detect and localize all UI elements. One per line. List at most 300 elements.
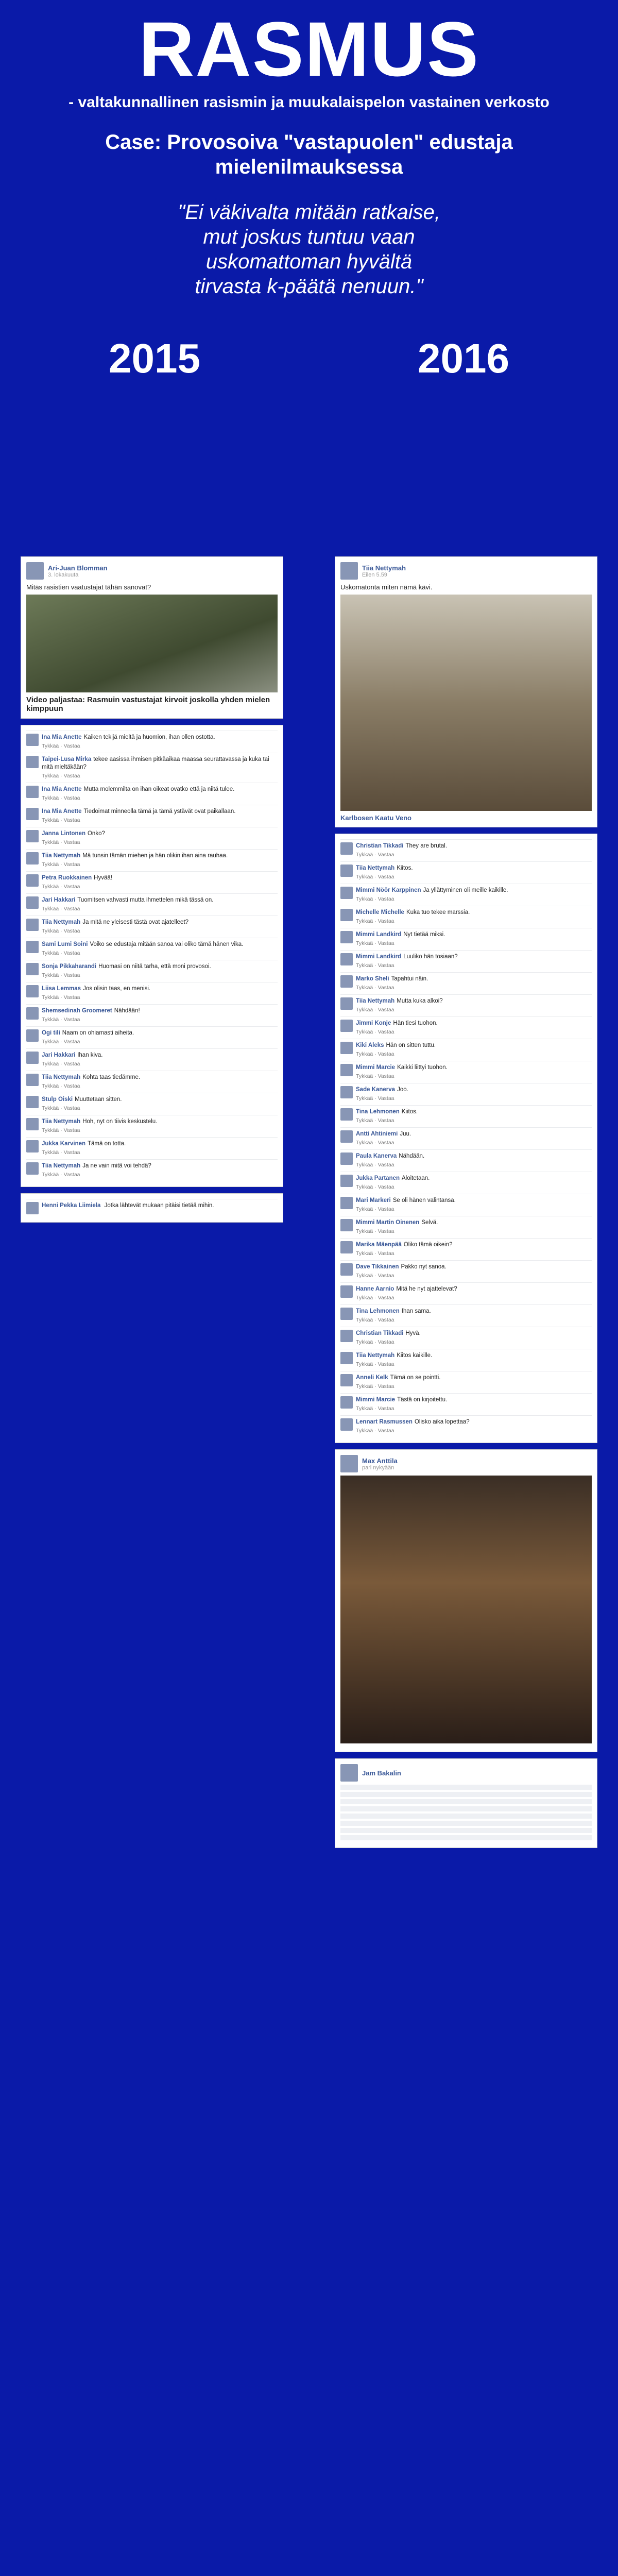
comment-text: Jos olisin taas, en menisi. <box>83 986 151 992</box>
reply-link[interactable]: Vastaa <box>377 1073 394 1079</box>
comment-actions: Tykkää · Vastaa <box>42 773 80 779</box>
comment-author[interactable]: Sonja Pikkaharandi <box>42 963 97 970</box>
reply-link[interactable]: Vastaa <box>63 1016 80 1023</box>
reply-link[interactable]: Vastaa <box>63 1039 80 1045</box>
comment-actions: Tykkää · Vastaa <box>356 1007 394 1013</box>
comment-text: Kiitos. <box>397 865 413 871</box>
comment-author[interactable]: Jukka Karvinen <box>42 1141 86 1147</box>
reply-link[interactable]: Vastaa <box>63 861 80 868</box>
comment-text: Kuka tuo tekee marssia. <box>406 909 470 916</box>
avatar[interactable] <box>340 1020 353 1032</box>
post-time[interactable]: pari nykyään <box>362 1464 394 1471</box>
reply-link[interactable]: Vastaa <box>63 1061 80 1067</box>
avatar[interactable] <box>26 919 39 931</box>
like-link[interactable]: Tykkää <box>42 1083 59 1089</box>
comment-actions: Tykkää · Vastaa <box>356 1029 394 1035</box>
comment-author[interactable]: Tiia Nettymah <box>356 1352 395 1359</box>
avatar[interactable] <box>26 756 39 768</box>
avatar[interactable] <box>26 808 39 820</box>
reply-link[interactable]: Vastaa <box>377 852 394 858</box>
list-item <box>340 994 592 1016</box>
avatar[interactable] <box>340 1308 353 1320</box>
list-item <box>26 938 278 960</box>
like-link[interactable]: Tykkää <box>356 1383 373 1389</box>
post-text: Uskomatonta miten nämä kävi. <box>340 583 433 591</box>
like-link[interactable]: Tykkää <box>356 1206 373 1212</box>
like-link[interactable]: Tykkää <box>42 1016 59 1023</box>
avatar[interactable] <box>340 1455 358 1472</box>
comment-author[interactable]: Tiia Nettymah <box>42 1163 81 1169</box>
like-link[interactable]: Tykkää <box>356 1051 373 1057</box>
avatar[interactable] <box>340 865 353 877</box>
like-link[interactable]: Tykkää <box>356 1117 373 1124</box>
comment-author[interactable]: Kiki Aleks <box>356 1042 384 1048</box>
comment-text: tekee aasissa ihmisen pitkäaikaa maassa seurattavassa ja kuka tai mitä mieltäkään? <box>42 756 269 770</box>
comment-text: Se oli hänen valintansa. <box>392 1197 456 1204</box>
avatar[interactable] <box>26 1074 39 1086</box>
year-left: 2015 <box>109 335 200 381</box>
list-item <box>340 1172 592 1194</box>
comment-actions: Tykkää · Vastaa <box>356 874 394 880</box>
like-link[interactable]: Tykkää <box>356 1029 373 1035</box>
like-link[interactable]: Tykkää <box>42 1039 59 1045</box>
avatar[interactable] <box>26 1052 39 1064</box>
comment-text: Kohta taas tiedämme. <box>82 1074 141 1080</box>
like-link[interactable]: Tykkää <box>42 1061 59 1067</box>
post-author[interactable]: Tiia Nettymah <box>362 564 406 572</box>
like-link[interactable]: Tykkää <box>42 950 59 956</box>
comment-author[interactable]: Jari Hakkari <box>42 1052 76 1058</box>
comment-actions: Tykkää · Vastaa <box>356 940 394 946</box>
reply-link[interactable]: Vastaa <box>63 817 80 823</box>
comment-author[interactable]: Tina Lehmonen <box>356 1308 400 1314</box>
list-item <box>340 1216 592 1238</box>
comment-author[interactable]: Tiia Nettymah <box>356 998 395 1004</box>
avatar[interactable] <box>340 931 353 943</box>
comment-author[interactable]: Ina Mia Anette <box>42 808 82 815</box>
like-link[interactable]: Tykkää <box>356 1073 373 1079</box>
comment-author[interactable]: Janna Lintonen <box>42 831 85 837</box>
comment-author[interactable]: Sade Kanerva <box>356 1087 396 1093</box>
like-link[interactable]: Tykkää <box>42 1127 59 1133</box>
reply-link[interactable]: Vastaa <box>377 1339 394 1345</box>
avatar[interactable] <box>26 1202 39 1214</box>
left-tail-comment <box>21 1193 283 1223</box>
list-item <box>340 1304 592 1327</box>
avatar[interactable] <box>340 842 353 855</box>
reply-link[interactable]: Vastaa <box>377 1184 394 1190</box>
comment-text: Ja mitä ne yleisesti tästä ovat ajatelleet? <box>82 919 189 925</box>
comment-author[interactable]: Marko Sheli <box>356 976 389 982</box>
comment-text: Mä tunsin tämän miehen ja hän olikin ihan aina rauhaa. <box>82 853 228 859</box>
right-quote-post <box>335 1758 597 1848</box>
reply-link[interactable]: Vastaa <box>377 1228 394 1234</box>
avatar[interactable] <box>340 1064 353 1076</box>
comment-author[interactable]: Christian Tikkadi <box>356 1330 404 1336</box>
comment-author[interactable]: Paula Kanerva <box>356 1153 397 1159</box>
like-link[interactable]: Tykkää <box>356 1184 373 1190</box>
avatar[interactable] <box>26 1162 39 1175</box>
reply-link[interactable]: Vastaa <box>63 1172 80 1178</box>
like-link[interactable]: Tykkää <box>42 1149 59 1156</box>
comment-author[interactable]: Petra Ruokkainen <box>42 875 92 881</box>
list-item <box>340 1260 592 1282</box>
avatar[interactable] <box>340 1396 353 1409</box>
comment-actions: Tykkää · Vastaa <box>356 1117 394 1124</box>
avatar[interactable] <box>340 1764 358 1782</box>
years-row <box>0 335 618 382</box>
reply-link[interactable]: Vastaa <box>377 1095 394 1101</box>
comment-actions: Tykkää · Vastaa <box>356 1317 394 1323</box>
reply-link[interactable]: Vastaa <box>63 743 80 749</box>
list-item <box>340 1039 592 1061</box>
reply-link[interactable]: Vastaa <box>377 896 394 902</box>
photo[interactable] <box>340 1476 592 1743</box>
like-link[interactable]: Tykkää <box>42 861 59 868</box>
comment-actions: Tykkää · Vastaa <box>42 884 80 890</box>
case-heading <box>0 130 618 179</box>
comment-actions: Tykkää · Vastaa <box>42 861 80 868</box>
like-link[interactable]: Tykkää <box>42 906 59 912</box>
comment-author[interactable]: Ina Mia Anette <box>42 786 82 792</box>
comment-author[interactable]: Henni Pekka Liimiela <box>42 1202 101 1209</box>
post-time[interactable]: Eilen 5.59 <box>362 571 387 578</box>
avatar[interactable] <box>26 786 39 798</box>
comment-author[interactable]: Anneli Kelk <box>356 1375 388 1381</box>
comment-text: Ihan kiva. <box>77 1052 103 1058</box>
avatar[interactable] <box>26 874 39 887</box>
avatar[interactable] <box>26 1007 39 1020</box>
comment-author[interactable]: Liisa Lemmas <box>42 986 81 992</box>
case-line: Case: Provosoiva "vastapuolen" edustaja <box>105 131 513 154</box>
comment-author[interactable]: Mimmi Landkird <box>356 931 402 938</box>
reply-link[interactable]: Vastaa <box>377 1117 394 1124</box>
like-link[interactable]: Tykkää <box>356 1273 373 1279</box>
reply-link[interactable]: Vastaa <box>63 884 80 890</box>
reply-link[interactable]: Vastaa <box>377 1007 394 1013</box>
link-title[interactable]: Video paljastaa: Rasmuin vastustajat kirvoit joskolla yhden mielen kimppuun <box>26 696 270 713</box>
avatar[interactable] <box>340 1197 353 1209</box>
like-link[interactable]: Tykkää <box>42 994 59 1001</box>
like-link[interactable]: Tykkää <box>356 1162 373 1168</box>
text-block <box>340 1792 592 1797</box>
reply-link[interactable]: Vastaa <box>377 1317 394 1323</box>
comment-author[interactable]: Hanne Aarnio <box>356 1286 394 1292</box>
avatar[interactable] <box>340 1175 353 1187</box>
like-link[interactable]: Tykkää <box>356 852 373 858</box>
left-column <box>21 556 283 1854</box>
like-link[interactable]: Tykkää <box>42 773 59 779</box>
list-item <box>26 1048 278 1071</box>
comment-text: Onko? <box>87 831 105 837</box>
avatar[interactable] <box>26 1118 39 1130</box>
avatar[interactable] <box>340 1086 353 1098</box>
avatar[interactable] <box>26 963 39 975</box>
reply-link[interactable]: Vastaa <box>377 1140 394 1146</box>
avatar[interactable] <box>340 1241 353 1253</box>
list-item <box>26 893 278 916</box>
comment-author[interactable]: Mimmi Martin Oinenen <box>356 1219 420 1226</box>
comment-actions: Tykkää · Vastaa <box>356 918 394 924</box>
like-link[interactable]: Tykkää <box>356 962 373 969</box>
avatar[interactable] <box>340 997 353 1010</box>
like-link[interactable]: Tykkää <box>356 985 373 991</box>
avatar[interactable] <box>340 1219 353 1231</box>
avatar[interactable] <box>26 1140 39 1153</box>
like-link[interactable]: Tykkää <box>356 918 373 924</box>
comment-actions: Tykkää · Vastaa <box>42 743 80 749</box>
avatar[interactable] <box>26 896 39 909</box>
list-item <box>340 928 592 950</box>
comment-author[interactable]: Tina Lehmonen <box>356 1109 400 1115</box>
list-item <box>26 783 278 805</box>
reply-link[interactable]: Vastaa <box>63 1105 80 1111</box>
comment-actions: Tykkää · Vastaa <box>356 1051 394 1057</box>
like-link[interactable]: Tykkää <box>356 874 373 880</box>
comment-text: Huomasi on niitä tarha, että moni provosoi. <box>98 963 211 970</box>
reply-link[interactable]: Vastaa <box>377 1295 394 1301</box>
like-link[interactable]: Tykkää <box>356 1339 373 1345</box>
comment-text: Nähdään. <box>399 1153 425 1159</box>
avatar[interactable] <box>26 852 39 865</box>
like-link[interactable]: Tykkää <box>42 884 59 890</box>
avatar[interactable] <box>26 985 39 997</box>
avatar[interactable] <box>340 887 353 899</box>
reply-link[interactable]: Vastaa <box>377 1405 394 1412</box>
comment-author[interactable]: Tiia Nettymah <box>356 865 395 871</box>
comment-text: Tämä on totta. <box>88 1141 126 1147</box>
avatar[interactable] <box>26 1029 39 1042</box>
comment-text: Hän tiesi tuohon. <box>393 1020 438 1026</box>
post-author[interactable]: Jam Bakalin <box>362 1769 401 1777</box>
list-item <box>26 1199 278 1217</box>
like-link[interactable]: Tykkää <box>356 896 373 902</box>
avatar[interactable] <box>26 830 39 842</box>
comment-author[interactable]: Mimmi Nöör Karppinen <box>356 887 421 893</box>
comment-actions: Tykkää · Vastaa <box>356 1206 394 1212</box>
like-link[interactable]: Tykkää <box>42 928 59 934</box>
comment-author[interactable]: Tiia Nettymah <box>42 1118 81 1125</box>
reply-link[interactable]: Vastaa <box>63 1149 80 1156</box>
like-link[interactable]: Tykkää <box>356 1405 373 1412</box>
list-item <box>340 1327 592 1349</box>
quote-line: mut joskus tuntuu vaan <box>203 226 415 248</box>
like-link[interactable]: Tykkää <box>356 1317 373 1323</box>
reply-link[interactable]: Vastaa <box>377 962 394 969</box>
list-item <box>26 1004 278 1026</box>
comment-author[interactable]: Christian Tikkadi <box>356 843 404 849</box>
caption-name[interactable]: Karlbosen Kaatu Veno <box>340 814 411 822</box>
comment-actions: Tykkää · Vastaa <box>356 1361 394 1367</box>
list-item <box>340 1371 592 1393</box>
comment-author[interactable]: Jimmi Konje <box>356 1020 391 1026</box>
like-link[interactable]: Tykkää <box>356 1140 373 1146</box>
avatar[interactable] <box>340 909 353 921</box>
post-author[interactable]: Max Anttila <box>362 1456 398 1465</box>
comment-author[interactable]: Shemsedinah Groomeret <box>42 1008 112 1014</box>
like-link[interactable]: Tykkää <box>356 1250 373 1257</box>
avatar[interactable] <box>340 953 353 965</box>
reply-link[interactable]: Vastaa <box>63 994 80 1001</box>
text-block <box>340 1799 592 1804</box>
comment-author[interactable]: Sami Lumi Soini <box>42 941 88 947</box>
right-post <box>335 556 597 827</box>
comment-text: Tästä on kirjoitettu. <box>397 1397 448 1403</box>
avatar[interactable] <box>26 734 39 746</box>
reply-link[interactable]: Vastaa <box>377 1029 394 1035</box>
reply-link[interactable]: Vastaa <box>63 839 80 845</box>
text-block <box>340 1828 592 1833</box>
comment-author[interactable]: Tiia Nettymah <box>42 853 81 859</box>
list-item <box>340 884 592 906</box>
avatar[interactable] <box>26 562 44 580</box>
comment-text: Voiko se edustaja mitään sanoa vai oliko tämä hänen vika. <box>90 941 244 947</box>
reply-link[interactable]: Vastaa <box>63 950 80 956</box>
like-link[interactable]: Tykkää <box>356 1095 373 1101</box>
comment-text: Kaikki liittyi tuohon. <box>397 1064 448 1071</box>
comment-actions: Tykkää · Vastaa <box>42 906 80 912</box>
like-link[interactable]: Tykkää <box>356 1007 373 1013</box>
avatar[interactable] <box>340 1374 353 1386</box>
avatar[interactable] <box>340 1130 353 1143</box>
comment-text: Olisko aika lopettaa? <box>414 1419 470 1425</box>
reply-link[interactable]: Vastaa <box>63 1127 80 1133</box>
comment-actions: Tykkää · Vastaa <box>356 1140 394 1146</box>
comment-actions: Tykkää · Vastaa <box>42 1149 80 1156</box>
comment-text: Ja ne vain mitä voi tehdä? <box>82 1163 151 1169</box>
comment-author[interactable]: Tiia Nettymah <box>42 919 81 925</box>
comment-actions: Tykkää · Vastaa <box>42 817 80 823</box>
reply-link[interactable]: Vastaa <box>377 1361 394 1367</box>
avatar[interactable] <box>340 562 358 580</box>
reply-link[interactable]: Vastaa <box>63 972 80 978</box>
avatar[interactable] <box>340 1285 353 1298</box>
comment-actions: Tykkää · Vastaa <box>42 839 80 845</box>
comment-author[interactable]: Tiia Nettymah <box>42 1074 81 1080</box>
header <box>0 6 618 382</box>
reply-link[interactable]: Vastaa <box>377 1162 394 1168</box>
post-author[interactable]: Ari-Juan Blomman <box>48 564 108 572</box>
comment-actions: Tykkää · Vastaa <box>356 1184 394 1190</box>
like-link[interactable]: Tykkää <box>356 1228 373 1234</box>
reply-link[interactable]: Vastaa <box>377 1250 394 1257</box>
reply-link[interactable]: Vastaa <box>63 1083 80 1089</box>
reply-link[interactable]: Vastaa <box>377 1383 394 1389</box>
avatar[interactable] <box>26 941 39 953</box>
reply-link[interactable]: Vastaa <box>377 918 394 924</box>
comment-author[interactable]: Mimmi Marcie <box>356 1064 396 1071</box>
avatar[interactable] <box>340 975 353 988</box>
text-block <box>340 1835 592 1840</box>
list-item <box>340 1105 592 1127</box>
comment-text: Mutta kuka alkoi? <box>397 998 443 1004</box>
comment-author[interactable]: Marika Mäenpää <box>356 1242 402 1248</box>
comment-actions: Tykkää · Vastaa <box>356 985 394 991</box>
avatar[interactable] <box>340 1418 353 1431</box>
reply-link[interactable]: Vastaa <box>377 1206 394 1212</box>
avatar[interactable] <box>340 1330 353 1342</box>
comment-text: Oliko tämä oikein? <box>403 1242 453 1248</box>
comment-author[interactable]: Stulp Oiski <box>42 1096 73 1103</box>
list-item <box>26 960 278 982</box>
like-link[interactable]: Tykkää <box>42 1172 59 1178</box>
comment-text: Muuttetaan sitten. <box>75 1096 122 1103</box>
avatar[interactable] <box>26 1096 39 1108</box>
comment-author[interactable]: Mimmi Marcie <box>356 1397 396 1403</box>
comment-author[interactable]: Michelle Michelle <box>356 909 404 916</box>
comment-actions: Tykkää · Vastaa <box>42 928 80 934</box>
list-item <box>340 1349 592 1371</box>
comment-author[interactable]: Ina Mia Anette <box>42 734 82 740</box>
comment-actions: Tykkää · Vastaa <box>42 1105 80 1111</box>
avatar[interactable] <box>340 1108 353 1121</box>
reply-link[interactable]: Vastaa <box>377 1428 394 1434</box>
list-item <box>26 731 278 753</box>
reply-link[interactable]: Vastaa <box>377 1051 394 1057</box>
like-link[interactable]: Tykkää <box>42 1105 59 1111</box>
list-item <box>340 1016 592 1039</box>
like-link[interactable]: Tykkää <box>356 940 373 946</box>
comment-text: Hyvä. <box>405 1330 421 1336</box>
post-time[interactable]: 3. lokakuuta <box>48 571 79 578</box>
comment-text: Pakko nyt sanoa. <box>401 1264 447 1270</box>
like-link[interactable]: Tykkää <box>42 839 59 845</box>
comment-text: Tapahtui näin. <box>391 976 428 982</box>
comment-text: Kiitos kaikille. <box>397 1352 433 1359</box>
comment-author[interactable]: Dave Tikkainen <box>356 1264 399 1270</box>
comment-author[interactable]: Taipei-Lusa Mirka <box>42 756 92 762</box>
photo[interactable] <box>340 595 592 811</box>
reply-link[interactable]: Vastaa <box>377 1273 394 1279</box>
comment-actions: Tykkää · Vastaa <box>42 1083 80 1089</box>
like-link[interactable]: Tykkää <box>356 1428 373 1434</box>
comment-text: Ja yllättyminen oli meille kaikille. <box>423 887 508 893</box>
comment-author[interactable]: Lennart Rasmussen <box>356 1419 413 1425</box>
like-link[interactable]: Tykkää <box>42 795 59 801</box>
like-link[interactable]: Tykkää <box>42 743 59 749</box>
comment-author[interactable]: Antti Ahtiniemi <box>356 1131 398 1137</box>
comment-author[interactable]: Mari Markeri <box>356 1197 391 1204</box>
reply-link[interactable]: Vastaa <box>63 795 80 801</box>
comment-author[interactable]: Jukka Partanen <box>356 1175 400 1181</box>
like-link[interactable]: Tykkää <box>42 972 59 978</box>
comment-author[interactable]: Jari Hakkari <box>42 897 76 903</box>
like-link[interactable]: Tykkää <box>42 817 59 823</box>
video-thumbnail[interactable] <box>26 595 278 692</box>
post-header <box>340 1455 592 1472</box>
like-link[interactable]: Tykkää <box>356 1361 373 1367</box>
comment-actions: Tykkää · Vastaa <box>356 1405 394 1412</box>
list-item <box>340 1083 592 1105</box>
like-link[interactable]: Tykkää <box>356 1295 373 1301</box>
comment-actions: Tykkää · Vastaa <box>42 1172 80 1178</box>
comment-text: Kaiken tekijä mieltä ja huomion, ihan ollen ostotta. <box>83 734 215 740</box>
avatar[interactable] <box>340 1263 353 1276</box>
reply-link[interactable]: Vastaa <box>63 773 80 779</box>
comment-text: Nyt tietää miksi. <box>403 931 445 938</box>
reply-link[interactable]: Vastaa <box>63 928 80 934</box>
reply-link[interactable]: Vastaa <box>63 906 80 912</box>
comment-author[interactable]: Ogi tili <box>42 1030 60 1036</box>
avatar[interactable] <box>340 1042 353 1054</box>
avatar[interactable] <box>340 1352 353 1364</box>
reply-link[interactable]: Vastaa <box>377 874 394 880</box>
comment-text: Aloitetaan. <box>402 1175 430 1181</box>
reply-link[interactable]: Vastaa <box>377 985 394 991</box>
comment-author[interactable]: Mimmi Landkird <box>356 954 402 960</box>
avatar[interactable] <box>340 1153 353 1165</box>
reply-link[interactable]: Vastaa <box>377 940 394 946</box>
